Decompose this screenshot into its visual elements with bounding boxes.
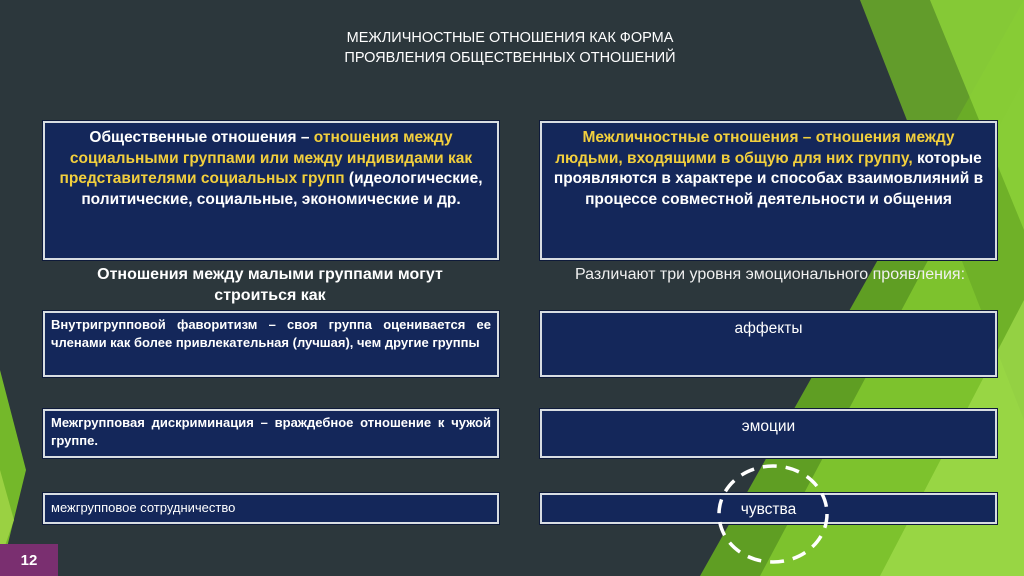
left-definition-examples: (идеологические, политические, социальные, экономические и др.	[81, 170, 483, 208]
slide-title	[220, 28, 800, 68]
highlight-circle	[715, 462, 831, 566]
title-line-2: ПРОЯВЛЕНИЯ ОБЩЕСТВЕННЫХ ОТНОШЕНИЙ	[344, 50, 676, 66]
slide-number-badge: 12	[0, 544, 58, 576]
right-definition-box	[540, 121, 997, 260]
right-item-affects: аффекты	[540, 311, 997, 377]
left-definition-highlight: отношения между социальными группами или между индивидами как представителями социальных групп	[59, 129, 473, 187]
left-definition-box	[43, 121, 499, 260]
right-definition-rest: которые проявляются в характере и способах взаимовлияний в процессе совместной деятельности и общения	[553, 149, 984, 208]
right-item-feelings: чувства	[540, 493, 997, 524]
left-item-discrimination: Межгрупповая дискриминация – враждебное отношение к чужой группе.	[43, 409, 499, 458]
left-subtitle: Отношения между малыми группами могут строиться как	[97, 266, 443, 304]
right-definition-highlight: отношения между людьми, входящими в общую для них группу,	[555, 129, 955, 167]
right-definition-term: Межличностные отношения –	[582, 129, 812, 146]
left-item-favoritism: Внутригрупповой фаворитизм – своя группа оценивается ее членами как более привлекательная (лучшая), чем другие группы	[43, 311, 499, 377]
title-line-1: МЕЖЛИЧНОСТНЫЕ ОТНОШЕНИЯ КАК ФОРМА	[346, 30, 674, 46]
right-subtitle: Различают три уровня эмоционального проявления:	[574, 266, 966, 283]
right-item-emotions: эмоции	[540, 409, 997, 458]
left-item-cooperation: межгрупповое сотрудничество	[43, 493, 499, 524]
left-definition-term: Общественные отношения –	[89, 129, 310, 146]
